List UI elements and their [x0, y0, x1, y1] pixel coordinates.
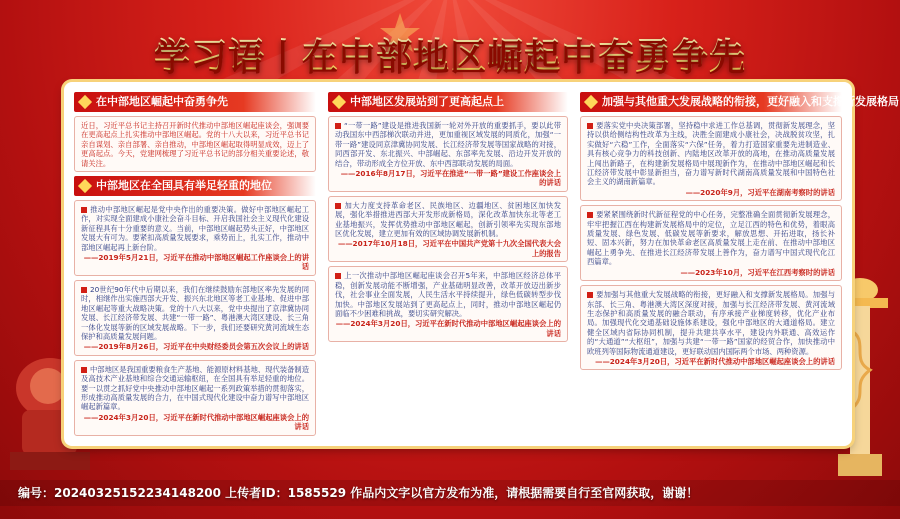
square-bullet-icon	[81, 207, 87, 213]
section-header-label: 在中部地区崛起中奋勇争先	[96, 95, 228, 108]
quote-card	[328, 196, 568, 262]
quote-text-content: 要落实党中央决策部署，坚持稳中求进工作总基调，贯彻新发展理念，坚持以供给侧结构性改革为主线，决胜全面建成小康社会，决战脱贫攻坚，扎实做好“六稳”工作，全面落实“六保”任务，着力打造国家重要先进制造业、具有核心竞争力的科技创新、内陆地区改革开放的高地，在推动高质量发展上闯出新路子，在构建新发展格局中展现新作为，在推动中部地区崛起和长江经济带发展中彰显新担当，奋力谱写新时代湖南高质量发展和中国特色社会主义的湖南新篇章。	[587, 121, 835, 187]
column-left	[74, 92, 316, 436]
page-title: 学习语丨在中部地区崛起中奋勇争先	[0, 28, 900, 79]
quote-source: ——2023年10月，习近平在江西考察时的讲话	[680, 267, 835, 277]
watermark-footer	[0, 480, 900, 506]
quote-text	[81, 365, 309, 412]
quote-card	[74, 280, 316, 356]
quote-source: ——2020年9月，习近平在湖南考察时的讲话	[685, 187, 835, 197]
diamond-bullet-icon	[584, 95, 598, 109]
intro-text: 近日，习近平总书记主持召开新时代推动中部地区崛起座谈会，强调要在更高起点上扎实推动中部地区崛起。党的十八大以来，习近平总书记亲自谋划、亲自部署、亲自推动，中部地区崛起取得明显成效，迈上了更高起点。今天，党建网梳理了习近平总书记的部分相关重要论述，敬请关注。	[81, 121, 309, 168]
square-bullet-icon	[587, 212, 593, 218]
quote-card	[580, 285, 842, 370]
quote-text-content: 要紧紧围绕新时代新征程党的中心任务，完整准确全面贯彻新发展理念，牢牢把握江西在构建新发展格局中的定位，立足江西的特色和优势，着眼高质量发展、绿色发展、低碳发展等新要求，解放思想、开拓进取，扬长补短、固本兴新，努力在加快革命老区高质量发展上走在前、在推动中部地区崛起上勇争先、在推进长江经济带发展上善作为，奋力谱写中国式现代化江西篇章。	[587, 210, 835, 267]
quote-text	[587, 121, 835, 187]
quote-card	[74, 360, 316, 436]
column-right	[580, 92, 899, 436]
footer-text: 编号：20240325152234148200 上传者ID：1585529 作品内文字以官方发布为准，请根据需要自行至官网获取，谢谢！	[18, 486, 699, 500]
quote-source: ——2024年3月20日，习近平在新时代推动中部地区崛起座谈会上的讲话	[595, 356, 835, 366]
square-bullet-icon	[335, 203, 341, 209]
section-header-label: 中部地区发展站到了更高起点上	[350, 95, 504, 108]
square-bullet-icon	[587, 292, 593, 298]
quote-card	[74, 200, 316, 276]
square-bullet-icon	[335, 123, 341, 129]
diamond-bullet-icon	[78, 179, 92, 193]
quote-text-content: 加大力度支持革命老区、民族地区、边疆地区、贫困地区加快发展，强化举措推进西部大开发形成新格局，深化改革加快东北等老工业基地振兴，发挥优势推动中部地区崛起，创新引领率先实现东部地区优化发展，建立更加有效的区域协调发展新机制。	[335, 200, 561, 239]
square-bullet-icon	[335, 273, 341, 279]
section-header-label: 中部地区在全国具有举足轻重的地位	[96, 179, 272, 193]
quote-source: ——2019年8月26日，习近平在中央财经委员会第五次会议上的讲话	[83, 342, 309, 352]
diamond-bullet-icon	[332, 95, 346, 109]
quote-text-content: 要加强与其他重大发展战略的衔接，更好融入和支撑新发展格局。加强与东部、长三角、粤港澳大湾区深度对接，加强与长江经济带发展、黄河流域生态保护和高质量发展的融合联动，有序承接产业梯度转移，优化产业布局。加强现代化交通基础设施体系建设，强化中部地区的大通道格局。建立健全区域内省际协同机制，提升共建共享水平，建设内外联通、高效运作的“大通道”“大枢纽”，加强与共建“一带一路”国家的经贸合作，加快推动中欧班列等国际物流通道建设，更好联动国内国际两个市场、两种资源。	[587, 290, 835, 356]
quote-text-content: 中部地区是我国重要粮食生产基地、能源原材料基地、现代装备制造及高技术产业基地和综合交通运输枢纽，在全国具有举足轻重的地位。要一以贯之抓好党中央推动中部地区崛起一系列政策举措的贯彻落实，形成推动高质量发展的合力，在中国式现代化建设中奋力谱写中部地区崛起新篇章。	[81, 364, 309, 412]
section-header	[580, 92, 899, 112]
quote-text-content: 20世纪90年代中后期以来，我们在继续鼓励东部地区率先发展的同时，相继作出实施西部大开发、振兴东北地区等老工业基地、促进中部地区崛起等重大战略决策。党的十八大以来，党中央提出了京津冀协同发展、长江经济带发展、共建“一带一路”、粤港澳大湾区建设、长三角一体化发展等新的区域发展战略。下一步，我们还要研究黄河流域生态保护和高质量发展问题。	[81, 284, 309, 341]
quote-text	[81, 285, 309, 341]
intro-card	[74, 116, 316, 172]
quote-card	[328, 116, 568, 192]
diamond-bullet-icon	[78, 95, 92, 109]
section-header	[74, 176, 316, 196]
quote-text	[587, 290, 835, 356]
square-bullet-icon	[81, 287, 87, 293]
quote-text-content: 推动中部地区崛起是党中央作出的重要决策。做好中部地区崛起工作，对实现全面建成小康社会奋斗目标、开启我国社会主义现代化建设新征程具有十分重要的意义。当前，中部地区崛起势头正好，中部地区发展大有可为。要紧扣高质量发展要求，乘势而上，扎实工作，推动中部地区崛起再上新台阶。	[81, 205, 309, 252]
quote-text-content: “一带一路”建设是推进我国新一轮对外开放的重要抓手，要以此带动我国东中西部梯次联动并进，更加重视区域发展的同质化，加强“一带一路”建设同京津冀协同发展、长江经济带发展等国家战略的对接，同西部开发、东北振兴、中部崛起、东部率先发展、沿边开发开放的结合，带动形成全方位开放、东中西部联动发展的局面。	[335, 121, 561, 168]
section-header-label: 加强与其他重大发展战略的衔接，更好融入和支撑新发展格局	[602, 95, 899, 108]
square-bullet-icon	[81, 367, 87, 373]
quote-source: ——2024年3月20日，习近平在新时代推动中部地区崛起座谈会上的讲话	[335, 319, 561, 338]
quote-source: ——2024年3月20日，习近平在新时代推动中部地区崛起座谈会上的讲话	[83, 412, 309, 432]
quote-text	[335, 271, 561, 318]
square-bullet-icon	[587, 123, 593, 129]
quote-text	[81, 205, 309, 252]
quote-text	[335, 201, 561, 239]
section-header	[328, 92, 568, 112]
quote-text	[335, 121, 561, 168]
section-header	[74, 92, 316, 112]
content-board	[64, 82, 899, 446]
quote-text-content: 上一次推动中部地区崛起座谈会召开5年来，中部地区经济总体平稳，创新发展动能不断增强，产业基础明显改善，改革开放迈出新步伐，社会事业全面发展，人民生活水平持续提升，绿色低碳转型步伐加快。中部地区发展站到了更高起点上，同时，推动中部地区崛起仍面临不少困难和挑战，要切实研究解决。	[335, 271, 561, 318]
quote-card	[328, 266, 568, 342]
quote-card	[580, 116, 842, 201]
quote-card	[580, 205, 842, 281]
quote-source: ——2017年10月18日，习近平在中国共产党第十九次全国代表大会上的报告	[337, 239, 561, 258]
column-middle	[328, 92, 568, 436]
quote-source: ——2019年5月21日，习近平在推动中部地区崛起工作座谈会上的讲话	[83, 253, 309, 272]
quote-source: ——2016年8月17日，习近平在推进“一带一路”建设工作座谈会上的讲话	[340, 169, 561, 188]
quote-text	[587, 210, 835, 266]
